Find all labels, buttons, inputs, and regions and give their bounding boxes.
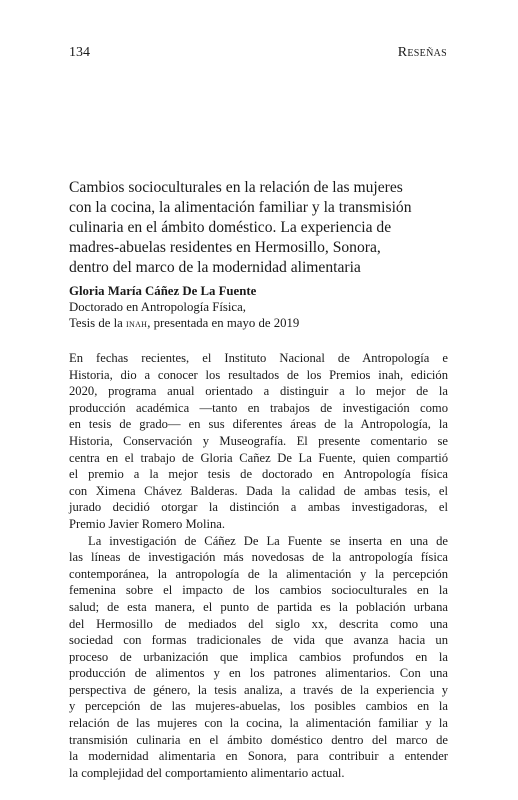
body-line: producción de alimentos y en los patrones alimentarios. Con una	[69, 666, 448, 681]
review-title	[69, 178, 459, 278]
degree: Doctorado en Antropología Física,	[69, 300, 246, 314]
body-line: en tesis de grado— en sus diferentes áreas de la Antropología, la	[69, 417, 448, 432]
running-head	[69, 44, 447, 62]
body-line: la complejidad del comportamiento alimentario actual.	[69, 765, 345, 780]
body-line: jurado decidió otorgar la distinción a ambas investigadoras, el	[69, 500, 448, 515]
institution-abbrev: inah	[126, 318, 148, 330]
paragraph-1	[69, 350, 448, 533]
body-line: centra en el trabajo de Gloria Cañez De La Fuente, quien compartió	[69, 450, 448, 465]
body-line: contemporánea, la antropología de la alimentación y la percepción	[69, 566, 448, 581]
title-line: con la cocina, la alimentación familiar y la transmisión	[69, 199, 412, 216]
thesis-info	[69, 315, 449, 332]
thesis-prefix: Tesis de la	[69, 316, 127, 330]
body-line: 2020, programa anual orientado a distinguir a lo mejor de la	[69, 384, 448, 399]
section-label: Reseñas	[397, 45, 447, 60]
body-line: La investigación de Cáñez De La Fuente se inserta en una de	[88, 533, 448, 548]
body-line: con Ximena Chávez Balderas. Dada la calidad de ambas tesis, el	[69, 483, 448, 498]
body-line: y percepción de las mujeres-abuelas, los posibles cambios en la	[69, 699, 448, 714]
body-line: del Hermosillo de mediados del siglo xx, descrita como una	[69, 616, 448, 631]
title-line: culinaria en el ámbito doméstico. La experiencia de	[69, 219, 392, 236]
body-line: producción académica —tanto en trabajos de investigación como	[69, 400, 448, 415]
author-name: Gloria María Cáñez De La Fuente	[69, 284, 257, 298]
title-line: dentro del marco de la modernidad alimentaria	[69, 259, 361, 276]
byline	[69, 283, 449, 332]
body-line: perspectiva de género, la tesis analiza, a través de la experiencia y	[69, 682, 448, 697]
thesis-suffix: , presentada en mayo de 2019	[147, 316, 300, 330]
body-line: transmisión culinaria en el ámbito doméstico dentro del marco de	[69, 732, 448, 747]
body-line: En fechas recientes, el Instituto Nacional de Antropología e	[69, 351, 448, 365]
paragraph-2	[69, 533, 448, 782]
body-line: Historia, dio a conocer los resultados de los Premios inah, edición	[69, 367, 448, 382]
page-number: 134	[69, 45, 90, 60]
title-line: madres-abuelas residentes en Hermosillo, Sonora,	[69, 239, 381, 256]
title-line: Cambios socioculturales en la relación de las mujeres	[69, 179, 403, 196]
body-line: salud; de esta manera, el punto de partida es la población urbana	[69, 599, 448, 614]
body-line: el premio a la mejor tesis de doctorado en Antropología física	[69, 467, 448, 482]
review-body	[69, 350, 448, 781]
body-line: Premio Javier Romero Molina.	[69, 516, 225, 531]
body-line: femenina sobre el impacto de los cambios socioculturales en la	[69, 583, 448, 598]
body-line: Historia, Conservación y Museografía. El presente comentario se	[69, 433, 448, 448]
body-line: sociedad con formas tradicionales de vida que avanza hacia un	[69, 633, 448, 648]
body-line: relación de las mujeres con la cocina, la alimentación familiar y la	[69, 716, 448, 731]
body-line: la modernidad alimentaria en Sonora, para contribuir a entender	[69, 749, 448, 764]
body-line: las líneas de investigación más novedosas de la antropología física	[69, 550, 448, 565]
body-line: proceso de urbanización que implica cambios profundos en la	[69, 649, 448, 664]
